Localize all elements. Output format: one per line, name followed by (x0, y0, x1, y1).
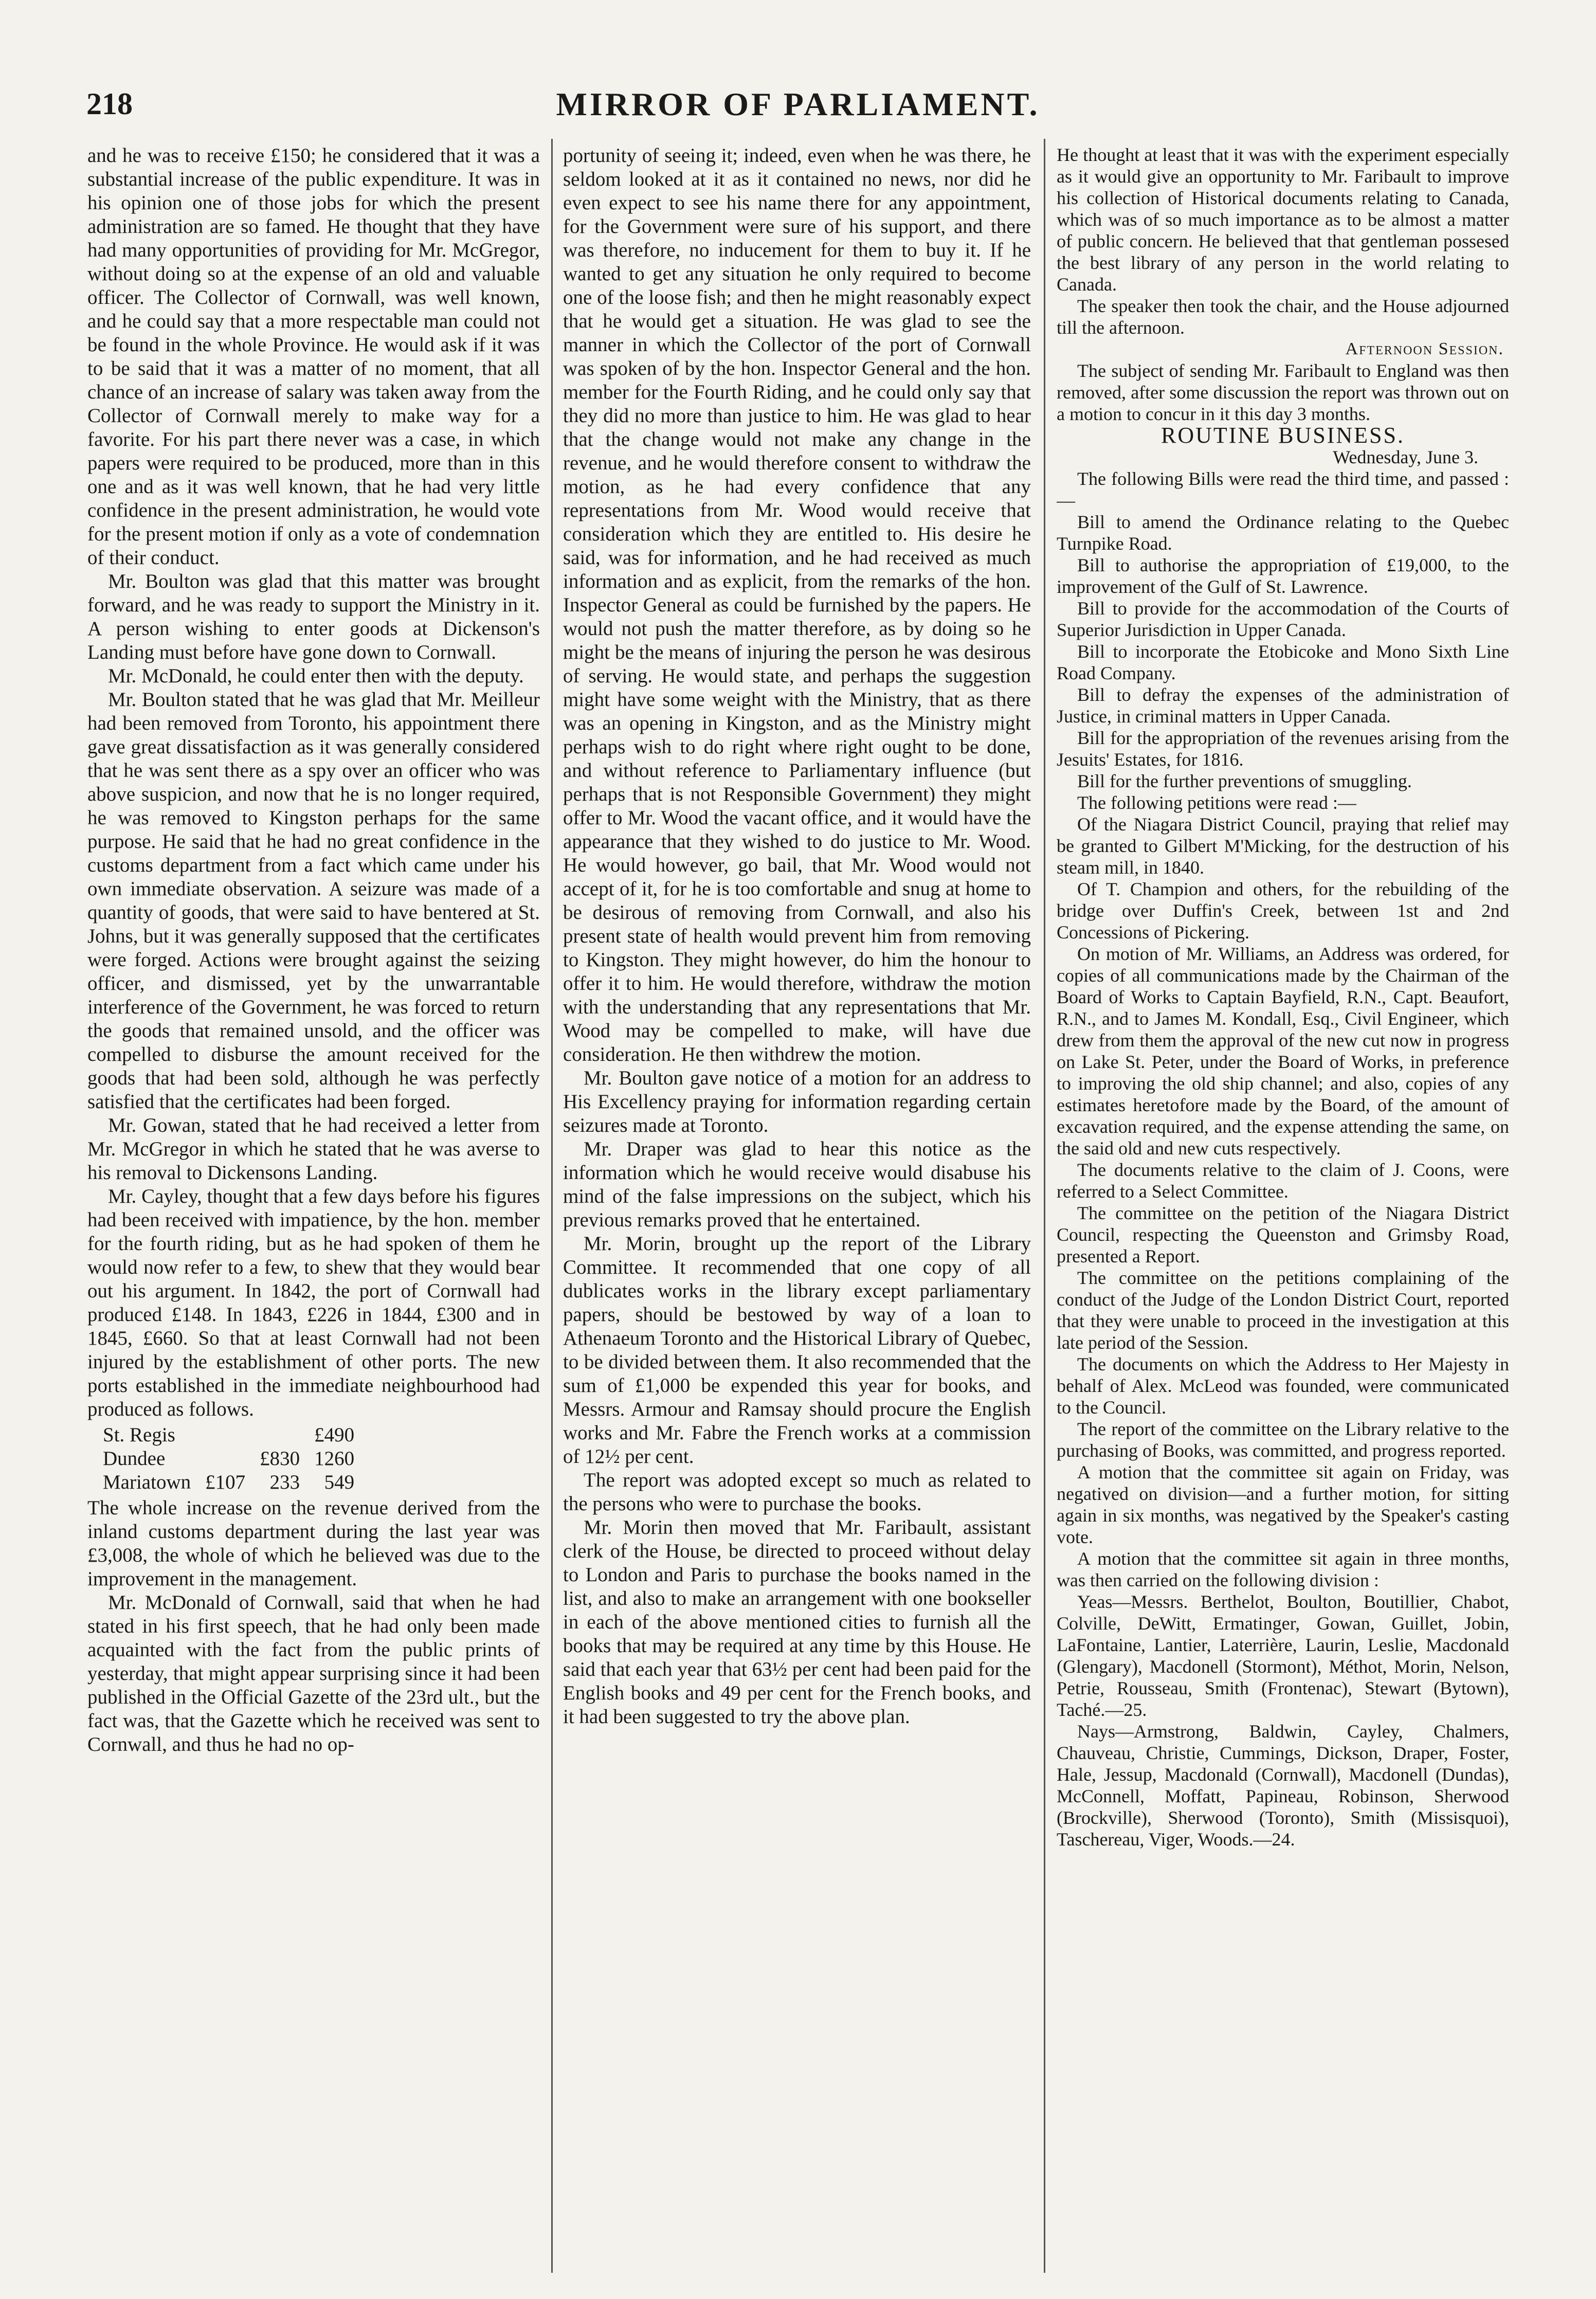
table-row (103, 1423, 369, 1447)
port-value: £830 (260, 1447, 300, 1470)
port-value: £107 (205, 1471, 246, 1493)
paragraph: Mr. Boulton stated that he was glad that Mr. Meilleur had been removed from Toronto, his appointment there gave great dissatisfaction as it was generally considered that he was sent there as a spy over an officer who was above suspicion, and now that he is no longer required, he was removed to Kingston perhaps for the same purpose. He said that he had no great confidence in the customs department from a fact which came under his own immediate observation. A seizure was made of a quantity of goods, that were said to have bentered at St. Johns, but it was generally supposed that the certificates were forged. Actions were brought against the seizing officer, and dismissed, yet by the unwarrantable interference of the Government, he was forced to return the goods that remained unsold, and the officer was compelled to disburse the amount received for the goods that had been sold, although he was perfectly satisfied that the certificates had been forged. (87, 689, 540, 1113)
paragraph: The documents on which the Address to Her Majesty in behalf of Alex. McLeod was founded, were communicated to the Council. (1057, 1354, 1509, 1418)
paragraph: Of the Niagara District Council, praying that relief may be granted to Gilbert M'Micking, for the destruction of his steam mill, in 1840. (1057, 814, 1509, 878)
column-3 (1057, 144, 1509, 2273)
paragraph: Mr. Draper was glad to hear this notice as the information which he would receive would disabuse his mind of the false impressions on the subject, which his previous remarks proved that he entertained. (563, 1138, 1031, 1231)
paragraph: Mr. Morin, brought up the report of the Library Committee. It recommended that one copy of all dublicates works in the library except parliamentary papers, should be bestowed by way of a loan to Athenaeum Toronto and the Historical Library of Quebec, to be divided between them. It also recommended that the sum of £1,000 be expended this year for books, and Messrs. Armour and Ramsay should procure the English works and Mr. Fabre the French works at a commission of 12½ per cent. (563, 1233, 1031, 1468)
paragraph: Mr. Boulton gave notice of a motion for an address to His Excellency praying for information regarding certain seizures made at Toronto. (563, 1067, 1031, 1136)
paragraph: He thought at least that it was with the experiment especially as it would give an opportunity to Mr. Faribault to improve his collection of Historical documents relating to Canada, which was of so much importance as to be almost a matter of public concern. He believed that that gentleman possesed the best library of any person in the world relating to Canada. (1057, 144, 1509, 295)
paragraph: A motion that the committee sit again on Friday, was negatived on division—and a further motion, for sitting again in six months, was negatived by the Speaker's casting vote. (1057, 1462, 1509, 1547)
paragraph: The report was adopted except so much as related to the persons who were to purchase the books. (563, 1469, 1031, 1515)
column-2 (563, 144, 1031, 2273)
paragraph: and he was to receive £150; he considered that it was a substantial increase of the public expenditure. It was in his opinion one of those jobs for which the present administration are so famed. He thought that they have had many opportunities of providing for Mr. McGregor, without doing so at the expense of an old and valuable officer. The Collector of Cornwall, was well known, and he could say that a more respectable man could not be found in the whole Province. He would ask if it was to be said that it was a matter of no moment, that all chance of an increase of salary was taken away from the Collector of Cornwall merely to make way for a favorite. For his part there never was a case, in which papers were required to be produced, more than in this one and as it was well known, that he had very little confidence in the present administration, he would vote for the present motion if only as a vote of condemnation of their conduct. (87, 144, 540, 569)
port-value (260, 1423, 314, 1447)
paragraph: The following petitions were read :— (1077, 792, 1356, 813)
port-value (205, 1447, 260, 1471)
paragraph: Bill to amend the Ordinance relating to the Quebec Turnpike Road. (1057, 512, 1509, 554)
page-title: MIRROR OF PARLIAMENT. (556, 86, 1040, 122)
paragraph: The following Bills were read the third time, and passed :— (1057, 468, 1509, 511)
paragraph: Mr. Boulton was glad that this matter was brought forward, and he was ready to support the Ministry in it. A person wishing to enter goods at Dickenson's Landing must before have gone down to Cornwall. (87, 570, 540, 663)
paragraph: Mr. Gowan, stated that he had received a letter from Mr. McGregor in which he stated that he was averse to his removal to Dickensons Landing. (87, 1114, 540, 1184)
paragraph: The subject of sending Mr. Faribault to England was then removed, after some discussion the report was thrown out on a motion to concur in it this day 3 months. (1057, 360, 1509, 424)
section-heading: ROUTINE BUSINESS. (1161, 423, 1405, 448)
column-rule-left (551, 139, 553, 2273)
ports-table (103, 1423, 369, 1494)
paragraph: Mr. McDonald of Cornwall, said that when he had stated in his first speech, that he had only been made acquainted with the fact from the public prints of yesterday, that might appear surprising since it had been published in the Official Gazette of the 23rd ult., but the fact was, that the Gazette which he received was sent to Cornwall, and thus he had no op- (87, 1591, 540, 1755)
port-value: 1260 (314, 1447, 355, 1470)
port-value: £490 (314, 1424, 355, 1446)
paragraph: Of T. Champion and others, for the rebuilding of the bridge over Duffin's Creek, between 1st and 2nd Concessions of Pickering. (1057, 879, 1509, 943)
paragraph: Bill to authorise the appropriation of £19,000, to the improvement of the Gulf of St. Lawrence. (1057, 555, 1509, 597)
paragraph: The speaker then took the chair, and the House adjourned till the afternoon. (1057, 296, 1509, 338)
paragraph: On motion of Mr. Williams, an Address was ordered, for copies of all communications made by the Chairman of the Board of Works to Captain Bayfield, R.N., Capt. Beaufort, R.N., and to James M. Kondall, Esq., Civil Engineer, which drew from them the approval of the new cut now in progress on Lake St. Peter, under the Board of Works, in preference to improving the old ship channel; and also, copies of any estimates heretofore made by the Board, of the amount of excavation required, and the expense attending the same, on the said old and new cuts respectively. (1057, 944, 1509, 1158)
page-number: 218 (86, 87, 133, 121)
port-value: 233 (269, 1471, 300, 1493)
paragraph: Mr. Cayley, thought that a few days before his figures had been received with impatience, by the hon. member for the fourth riding, but as he had spoken of them he would now refer to a few, to shew that they would bear out his argument. In 1842, the port of Cornwall had produced £148. In 1843, £226 in 1844, £300 and in 1845, £660. So that at least Cornwall had not been injured by the establishment of other ports. The new ports established in the immediate neighbourhood had produced as follows. (87, 1185, 540, 1420)
paragraph: portunity of seeing it; indeed, even when he was there, he seldom looked at it as it contained no news, nor did he even expect to see his name there for any appointment, for the Government were sure of his support, and there was therefore, no inducement for them to buy it. If he wanted to get any situation he only required to become one of the loose fish; and then he might reasonably expect that he would get a situation. He was glad to see the manner in which the Collector of the port of Cornwall was spoken of by the hon. Inspector General and the hon. member for the Fourth Riding, and he could only say that they did no more than justice to him. He was glad to hear that the change would not make any change in the revenue, and he would therefore consent to withdraw the motion, as he had every confidence that any representations from Mr. Wood would receive that consideration which they are entitled to. His desire he said, was for information, and he had received as much information and as explicit, from the remarks of the hon. Inspector General as could be furnished by the papers. He would not push the matter therefore, as by doing so he might be the means of injuring the person he was desirous of serving. He would state, and perhaps the suggestion might have some weight with the Ministry, that as there was an opening in Kingston, and as the Ministry might perhaps wish to do right where right ought to be done, and without reference to Parliamentary influence (but perhaps that is not Responsible Government) they might offer to Mr. Wood the vacant office, and it would have the appearance that they wished to do justice to Mr. Wood. He would however, go bail, that Mr. Wood would not accept of it, for he is too comfortable and snug at home to be desirous of removing from Cornwall, and also his present state of health would prevent him from removing to Kingston. They might however, do him the honour to offer it to him. He would therefore, withdraw the motion with the understanding that any representations that Mr. Wood may be compelled to make, will have due consideration. He then withdrew the motion. (563, 144, 1031, 1065)
table-row (103, 1447, 369, 1471)
paragraph: The whole increase on the revenue derived from the inland customs department during the last year was £3,008, the whole of which he believed was due to the improvement in the management. (87, 1497, 540, 1590)
paragraph: Mr. McDonald, he could enter then with the deputy. (108, 665, 524, 687)
port-name: Mariatown (103, 1471, 191, 1493)
column-rule-right (1044, 139, 1045, 2273)
port-name: St. Regis (103, 1424, 175, 1446)
paragraph: Nays—Armstrong, Baldwin, Cayley, Chalmers, Chauveau, Christie, Cummings, Dickson, Draper, Foster, Hale, Jessup, Macdonald (Cornwall), Macdonell (Dundas), McConnell, Moffatt, Papineau, Robinson, Sherwood (Brockville), Sherwood (Toronto), Smith (Missisquoi), Taschereau, Viger, Woods.—24. (1057, 1721, 1509, 1850)
port-name: Dundee (103, 1447, 166, 1470)
paragraph: Bill to defray the expenses of the administration of Justice, in criminal matters in Upper Canada. (1057, 684, 1509, 727)
paragraph: Bill to provide for the accommodation of the Courts of Superior Jurisdiction in Upper Canada. (1057, 598, 1509, 640)
paragraph: The committee on the petition of the Niagara District Council, respecting the Queenston and Grimsby Road, presented a Report. (1057, 1203, 1509, 1266)
paragraph: Bill for the appropriation of the revenues arising from the Jesuits' Estates, for 1816. (1057, 728, 1509, 770)
table-row (103, 1471, 369, 1494)
paragraph: A motion that the committee sit again in three months, was then carried on the following division : (1057, 1548, 1509, 1590)
port-value: 549 (324, 1471, 355, 1493)
session-label: Afternoon Session. (1345, 339, 1504, 358)
paragraph: The report of the committee on the Library relative to the purchasing of Books, was committed, and progress reported. (1057, 1419, 1509, 1461)
paragraph: Yeas—Messrs. Berthelot, Boulton, Boutillier, Chabot, Colville, DeWitt, Ermatinger, Gowan, Guillet, Jobin, LaFontaine, Lantier, Laterrière, Laurin, Leslie, Macdonald (Glengary), Macdonell (Stormont), Méthot, Morin, Nelson, Petrie, Rousseau, Smith (Frontenac), Stewart (Bytown), Taché.—25. (1057, 1591, 1509, 1720)
paragraph: Bill for the further preventions of smuggling. (1077, 771, 1412, 791)
paragraph: Bill to incorporate the Etobicoke and Mono Sixth Line Road Company. (1057, 641, 1509, 683)
section-date: Wednesday, June 3. (1333, 447, 1478, 467)
port-value (205, 1423, 260, 1447)
paragraph: The documents relative to the claim of J. Coons, were referred to a Select Committee. (1057, 1160, 1509, 1202)
paragraph: Mr. Morin then moved that Mr. Faribault, assistant clerk of the House, be directed to proceed without delay to London and Paris to purchase the books named in the list, and also to make an arrangement with one bookseller in each of the above mentioned cities to furnish all the books that may be required at any time by this House. He said that each year that 63½ per cent had been paid for the English books and 49 per cent for the French books, and it had been suggested to try the above plan. (563, 1516, 1031, 1728)
paragraph: The committee on the petitions complaining of the conduct of the Judge of the London District Court, reported that they were unable to proceed in the investigation at this late period of the Session. (1057, 1268, 1509, 1353)
column-1 (87, 144, 540, 2273)
